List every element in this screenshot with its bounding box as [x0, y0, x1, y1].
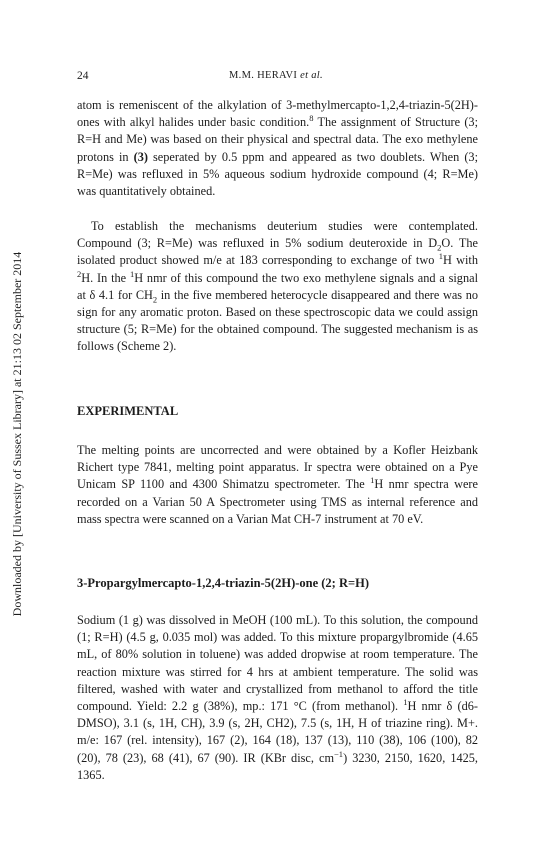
- experimental-text-a: The melting points are uncorrected and were obtained by a Kofler Heizbank Richert type 7841, melting point apparatus. Ir spectra were obtained on a Pye Unicam SP 1100 and 4300 Shimatzu spectrometer. The: [77, 443, 478, 492]
- subscript-2: 2: [152, 294, 158, 305]
- superscript-2: 2: [77, 268, 82, 279]
- running-head-etal: et al.: [300, 70, 323, 81]
- paragraph-deuterium: [77, 218, 478, 356]
- para1-text-b: The assignment of Structure (3; R=H and Me) was based on their physical and spectral data. The exo methylene protons in: [77, 115, 479, 164]
- reference-8: 8: [309, 113, 314, 124]
- synthesis-text-c: ) 3230, 2150, 1620, 1425, 1365.: [77, 750, 478, 782]
- synthesis-text-a: Sodium (1 g) was dissolved in MeOH (100 mL). To this solution, the compound (1; R=H) (4.5 g, 0.035 mol) was added. To this mixture propargylbromide (4.65 mL, of 80% solution in toluene) was added dropwise at room temperature. The reaction mixture was stirred for 4 hrs at ambient temperature. The solid was filtered, washed with water and crystallized from methanol to afford the title compound. Yield: 2.2 g (38%), mp.: 171 °C (from methanol).: [77, 613, 478, 714]
- experimental-heading: EXPERIMENTAL: [77, 404, 179, 418]
- running-head-author: M.M. HERAVI: [229, 70, 298, 81]
- paragraph-synthesis: [77, 612, 478, 784]
- paragraph-alkylation: [77, 97, 478, 200]
- para2-text-e: H nmr of this compound the two exo methylene signals and a signal at δ 4.1 for CH: [77, 270, 478, 302]
- superscript-1: 1: [370, 475, 375, 486]
- para1-text-c: seperated by 0.5 ppm and appeared as two doublets. When (3; R=Me) was refluxed in 5% aqueous sodium hydroxide compound (4; R=Me) was quantitatively obtained.: [77, 149, 478, 199]
- superscript-1: 1: [129, 268, 135, 279]
- superscript-minus-1: −1: [334, 748, 344, 759]
- compound-heading: 3-Propargylmercapto-1,2,4-triazin-5(2H)-one (2; R=H): [77, 576, 370, 590]
- download-watermark: Downloaded by [University of Sussex Library] at 21:13 02 September 2014: [10, 251, 24, 617]
- subscript-2: 2: [437, 242, 442, 253]
- para2-text-f: in the five membered heterocycle disappeared and there was no sign for any aromatic proton. Based on these spectroscopic data we could assign structure (5; R=Me) for the obtained compound. The suggested mechanism is as follows (Scheme 2).: [77, 287, 478, 354]
- para2-text-a: To establish the mechanisms deuterium studies were contemplated. Compound (3; R=Me) was refluxed in 5% sodium deuteroxide in D: [77, 219, 478, 251]
- para2-text-d: H. In the: [81, 270, 130, 285]
- superscript-1: 1: [403, 696, 408, 707]
- para1-text-a: atom is remeniscent of the alkylation of 3-methylmercapto-1,2,4-triazin-5(2H)-ones with alkyl halides under basic condition.: [77, 98, 478, 130]
- superscript-1: 1: [438, 251, 443, 262]
- page-number: 24: [77, 70, 89, 82]
- para2-text-c: H with: [442, 253, 478, 268]
- synthesis-text-b: H nmr δ (d6-DMSO), 3.1 (s, 1H, CH), 3.9 (s, 2H, CH2), 7.5 (s, 1H, H of triazine ring). M+. m/e: 167 (rel. intensity), 167 (2), 164 (18), 137 (13), 110 (38), 106 (100), 82 (20), 78 (23), 68 (41), 67 (90). IR (KBr disc, cm: [77, 699, 478, 765]
- running-head: [0, 70, 552, 81]
- para2-text-b: O. The isolated product showed m/e at 183 corresponding to exchange of two: [77, 236, 478, 268]
- paragraph-experimental: [77, 442, 478, 528]
- compound-3-bold: (3): [133, 149, 148, 164]
- experimental-text-b: H nmr spectra were recorded on a Varian 50 A Spectrometer using TMS as internal reference and mass spectra were scanned on a Varian Mat CH-7 instrument at 70 eV.: [77, 477, 478, 526]
